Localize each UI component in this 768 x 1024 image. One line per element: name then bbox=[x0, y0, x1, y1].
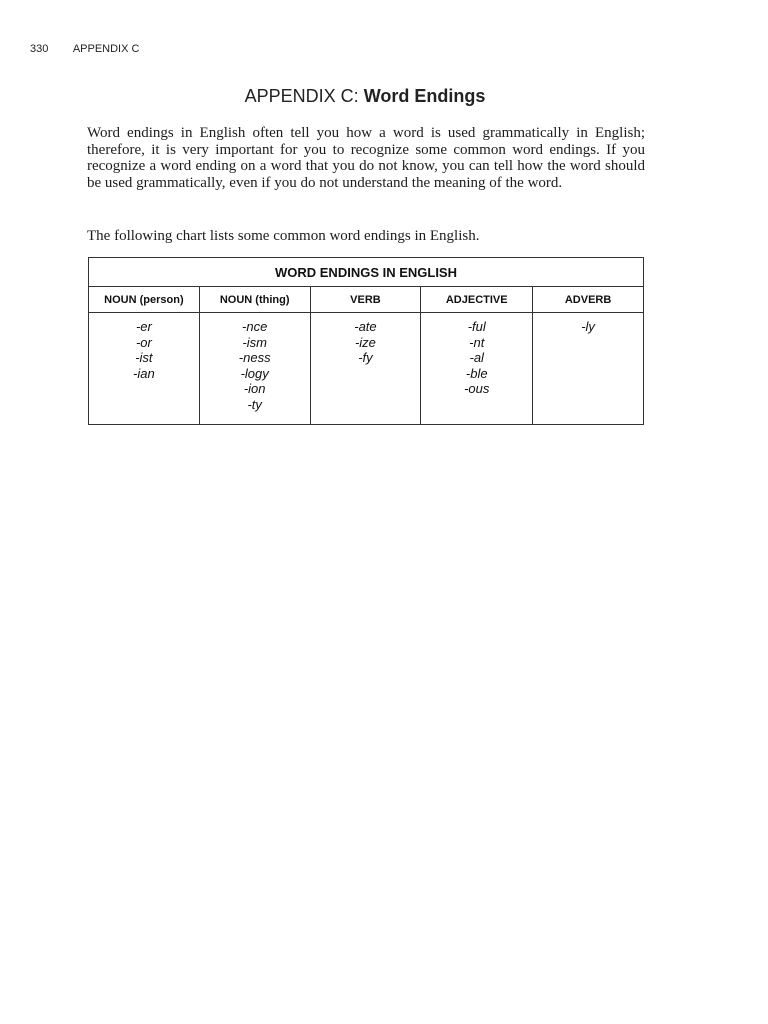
table-row bbox=[89, 313, 644, 425]
ending: -ism bbox=[242, 334, 267, 350]
title-prefix: APPENDIX C: bbox=[244, 86, 359, 106]
page-title bbox=[0, 86, 730, 107]
page-number: 330 bbox=[30, 43, 49, 55]
ending: -ate bbox=[354, 319, 377, 334]
ending: -fy bbox=[358, 350, 373, 365]
ending: -ful bbox=[467, 319, 486, 334]
ending: -ble bbox=[465, 365, 488, 381]
ending: -er bbox=[135, 319, 152, 334]
verb-cell bbox=[310, 313, 421, 425]
chart-intro-paragraph: The following chart lists some common word endings in English. bbox=[87, 228, 480, 244]
ending: -ness bbox=[238, 350, 271, 365]
ending: -ian bbox=[133, 365, 155, 381]
ending: -al bbox=[469, 350, 484, 365]
ending: -ize bbox=[354, 334, 376, 350]
ending: -ly bbox=[581, 319, 595, 334]
header-verb: VERB bbox=[310, 287, 421, 313]
ending: -nce bbox=[242, 319, 268, 334]
ending: -nt bbox=[469, 334, 485, 350]
intro-paragraph: Word endings in English often tell you how a word is used grammatically in English; therefore, it is very important for you to recognize some common word endings. If you recognize a word ending on a word that you do not know, you can tell how the word should be used grammatically, even if you do not understand the meaning of the word. bbox=[87, 125, 645, 191]
table-title: WORD ENDINGS IN ENGLISH bbox=[89, 258, 644, 287]
word-endings-table bbox=[88, 257, 644, 425]
adverb-cell bbox=[533, 313, 644, 425]
header-noun-thing: NOUN (thing) bbox=[199, 287, 310, 313]
running-head-section: APPENDIX C bbox=[72, 43, 140, 55]
header-adjective: ADJECTIVE bbox=[421, 287, 533, 313]
ending: -ist bbox=[135, 350, 153, 365]
noun-person-cell bbox=[89, 313, 200, 425]
ending: -ous bbox=[464, 381, 490, 396]
adjective-cell bbox=[421, 313, 533, 425]
header-adverb: ADVERB bbox=[533, 287, 644, 313]
header-noun-person: NOUN (person) bbox=[89, 287, 200, 313]
title-main: Word Endings bbox=[363, 86, 486, 106]
table-header-row bbox=[89, 287, 644, 313]
noun-thing-cell bbox=[199, 313, 310, 425]
ending: -ion bbox=[243, 381, 266, 396]
ending: -logy bbox=[240, 365, 269, 381]
ending: -ty bbox=[247, 396, 262, 412]
table-title-row bbox=[89, 258, 644, 287]
ending: -or bbox=[135, 334, 152, 350]
running-head bbox=[30, 43, 139, 55]
